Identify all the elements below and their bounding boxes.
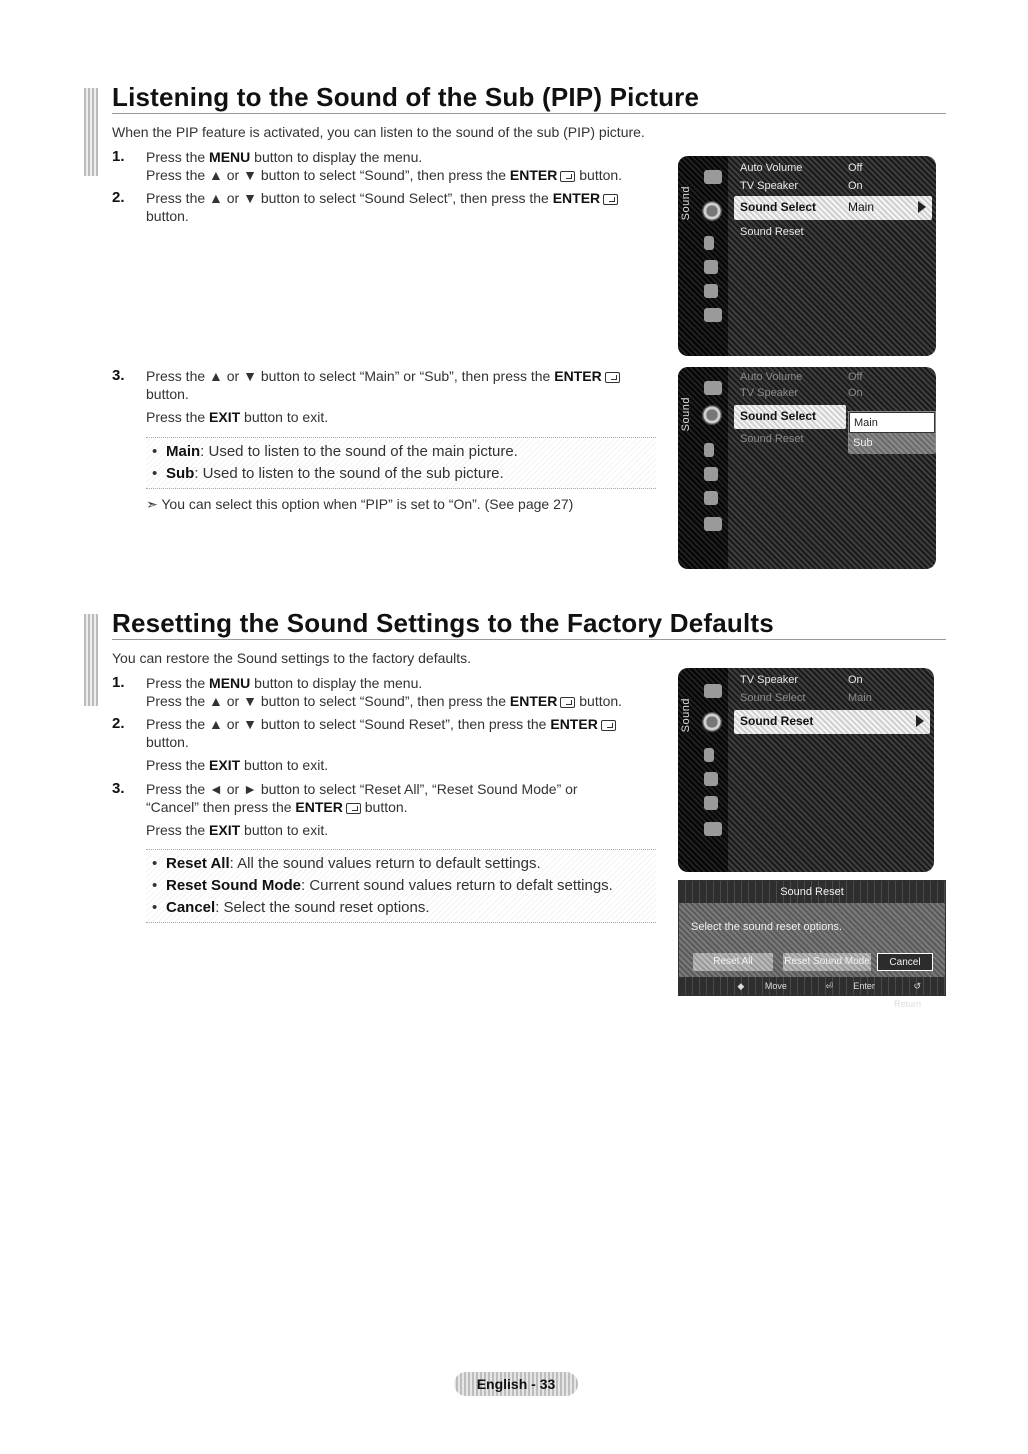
- title-rule: [112, 113, 946, 114]
- menu-item[interactable]: Auto Volume: [740, 162, 803, 174]
- application-icon: [704, 517, 722, 531]
- step-2: 2. Press the ▲ or ▼ button to select “Sound Reset”, then press the ENTER button. Press the EXIT button to exit.: [112, 715, 672, 774]
- menu-item[interactable]: TV Speaker: [740, 674, 799, 686]
- step-1: 1. Press the MENU button to display the menu. Press the ▲ or ▼ button to select “Sound”, then press the ENTER button.: [112, 148, 623, 183]
- menu-item[interactable]: Sound Select: [740, 692, 806, 704]
- enter-icon: [603, 194, 618, 205]
- menu-item-selected[interactable]: Sound Reset: [734, 710, 930, 734]
- reset-all-button[interactable]: Reset All: [693, 953, 773, 971]
- cancel-button[interactable]: Cancel: [877, 953, 933, 971]
- menu-item-value: Off: [848, 162, 863, 174]
- tv-menu-screen: [678, 367, 936, 569]
- menu-sidebar: [678, 367, 728, 569]
- step-number: 2.: [112, 715, 125, 732]
- setup-icon: [704, 467, 718, 481]
- enter-icon: [560, 171, 575, 182]
- step-3: 3. Press the ◄ or ► button to select “Reset All”, “Reset Sound Mode” or “Cancel” then press the ENTER button. Press the EXIT button to exit.: [112, 780, 578, 838]
- tv-menu-screen: [678, 156, 936, 356]
- arrow-right-icon: [918, 201, 926, 213]
- step-3: 3. Press the ▲ or ▼ button to select “Main” or “Sub”, then press the ENTER button. Press the EXIT button to exit.: [112, 367, 672, 426]
- move-icon: ◆: [737, 981, 747, 991]
- note-item: • Cancel: Select the sound reset options.: [152, 899, 430, 916]
- note-item: • Reset All: All the sound values return to default settings.: [152, 855, 541, 872]
- option-main[interactable]: Main: [849, 412, 935, 433]
- option-popup: [848, 411, 936, 453]
- sound-icon: [702, 405, 722, 425]
- menu-sidebar: [678, 156, 728, 356]
- menu-item[interactable]: TV Speaker: [740, 180, 799, 192]
- note-item: • Reset Sound Mode: Current sound values return to defalt settings.: [152, 877, 613, 894]
- enter-icon: [605, 372, 620, 383]
- menu-item-value: On: [848, 387, 863, 399]
- note-box: [146, 437, 656, 489]
- setup-icon: [704, 260, 718, 274]
- enter-icon: [601, 720, 616, 731]
- dialog-title: Sound Reset: [679, 881, 945, 903]
- title-rule: [112, 639, 946, 640]
- menu-tab-label: Sound: [680, 397, 692, 432]
- menu-item-selected[interactable]: Sound Select Main: [734, 196, 932, 220]
- menu-item[interactable]: Sound Reset: [740, 433, 804, 445]
- step-number: 1.: [112, 148, 125, 165]
- picture-icon: [704, 684, 722, 698]
- note-item: • Main: Used to listen to the sound of the main picture.: [152, 443, 518, 460]
- enter-hint: ⏎ Enter: [825, 981, 875, 991]
- channel-icon: [704, 748, 714, 762]
- menu-item-value: On: [848, 674, 863, 686]
- channel-icon: [704, 443, 714, 457]
- section-intro: When the PIP feature is activated, you can listen to the sound of the sub (PIP) picture.: [112, 124, 645, 140]
- picture-icon: [704, 381, 722, 395]
- input-icon: [704, 796, 718, 810]
- application-icon: [704, 822, 722, 836]
- dialog-message: Select the sound reset options.: [691, 921, 843, 933]
- arrow-icon: ➣: [146, 496, 162, 512]
- menu-sidebar: [678, 668, 728, 872]
- sound-icon: [702, 201, 722, 221]
- move-hint: ◆ Move: [737, 981, 787, 991]
- step-number: 1.: [112, 674, 125, 691]
- section-title: Listening to the Sound of the Sub (PIP) Picture: [112, 82, 700, 112]
- enter-icon: [560, 697, 575, 708]
- enter-icon: [346, 803, 361, 814]
- picture-icon: [704, 170, 722, 184]
- menu-item-value: Main: [848, 692, 872, 704]
- return-icon: ↺: [913, 981, 921, 991]
- application-icon: [704, 308, 722, 322]
- step-2: 2. Press the ▲ or ▼ button to select “Sound Select”, then press the ENTER button.: [112, 189, 672, 225]
- input-icon: [704, 491, 718, 505]
- section-marker: [84, 88, 98, 176]
- setup-icon: [704, 772, 718, 786]
- menu-item[interactable]: TV Speaker: [740, 387, 799, 399]
- step-number: 2.: [112, 189, 125, 206]
- step-1: 1. Press the MENU button to display the menu. Press the ▲ or ▼ button to select “Sound”, then press the ENTER button.: [112, 674, 623, 709]
- menu-tab-label: Sound: [680, 698, 692, 733]
- menu-item-value: Off: [848, 371, 863, 383]
- channel-icon: [704, 236, 714, 250]
- step-number: 3.: [112, 780, 125, 797]
- sound-icon: [702, 712, 722, 732]
- input-icon: [704, 284, 718, 298]
- step-number: 3.: [112, 367, 125, 384]
- option-sub[interactable]: Sub: [849, 433, 935, 454]
- menu-item[interactable]: Sound Reset: [740, 226, 804, 238]
- menu-item[interactable]: Auto Volume: [740, 371, 803, 383]
- section-intro: You can restore the Sound settings to the factory defaults.: [112, 650, 472, 666]
- note-item: • Sub: Used to listen to the sound of the sub picture.: [152, 465, 504, 482]
- menu-item-selected[interactable]: Sound Select: [734, 405, 846, 429]
- menu-item-value: On: [848, 180, 863, 192]
- enter-icon: ⏎: [825, 981, 836, 991]
- tv-menu-screen: [678, 668, 934, 872]
- return-hint: ↺ Return: [893, 981, 921, 1009]
- note-box: [146, 849, 656, 923]
- page-number: English - 33: [454, 1372, 578, 1396]
- reset-sound-mode-button[interactable]: Reset Sound Mode: [783, 953, 871, 971]
- menu-tab-label: Sound: [680, 186, 692, 221]
- sound-reset-dialog: [678, 880, 946, 1009]
- arrow-right-icon: [916, 715, 924, 727]
- section-marker: [84, 614, 98, 706]
- dialog-footer: [679, 977, 945, 1009]
- section-title: Resetting the Sound Settings to the Factory Defaults: [112, 608, 774, 638]
- tip-note: ➣ You can select this option when “PIP” is set to “On”. (See page 27): [146, 496, 574, 512]
